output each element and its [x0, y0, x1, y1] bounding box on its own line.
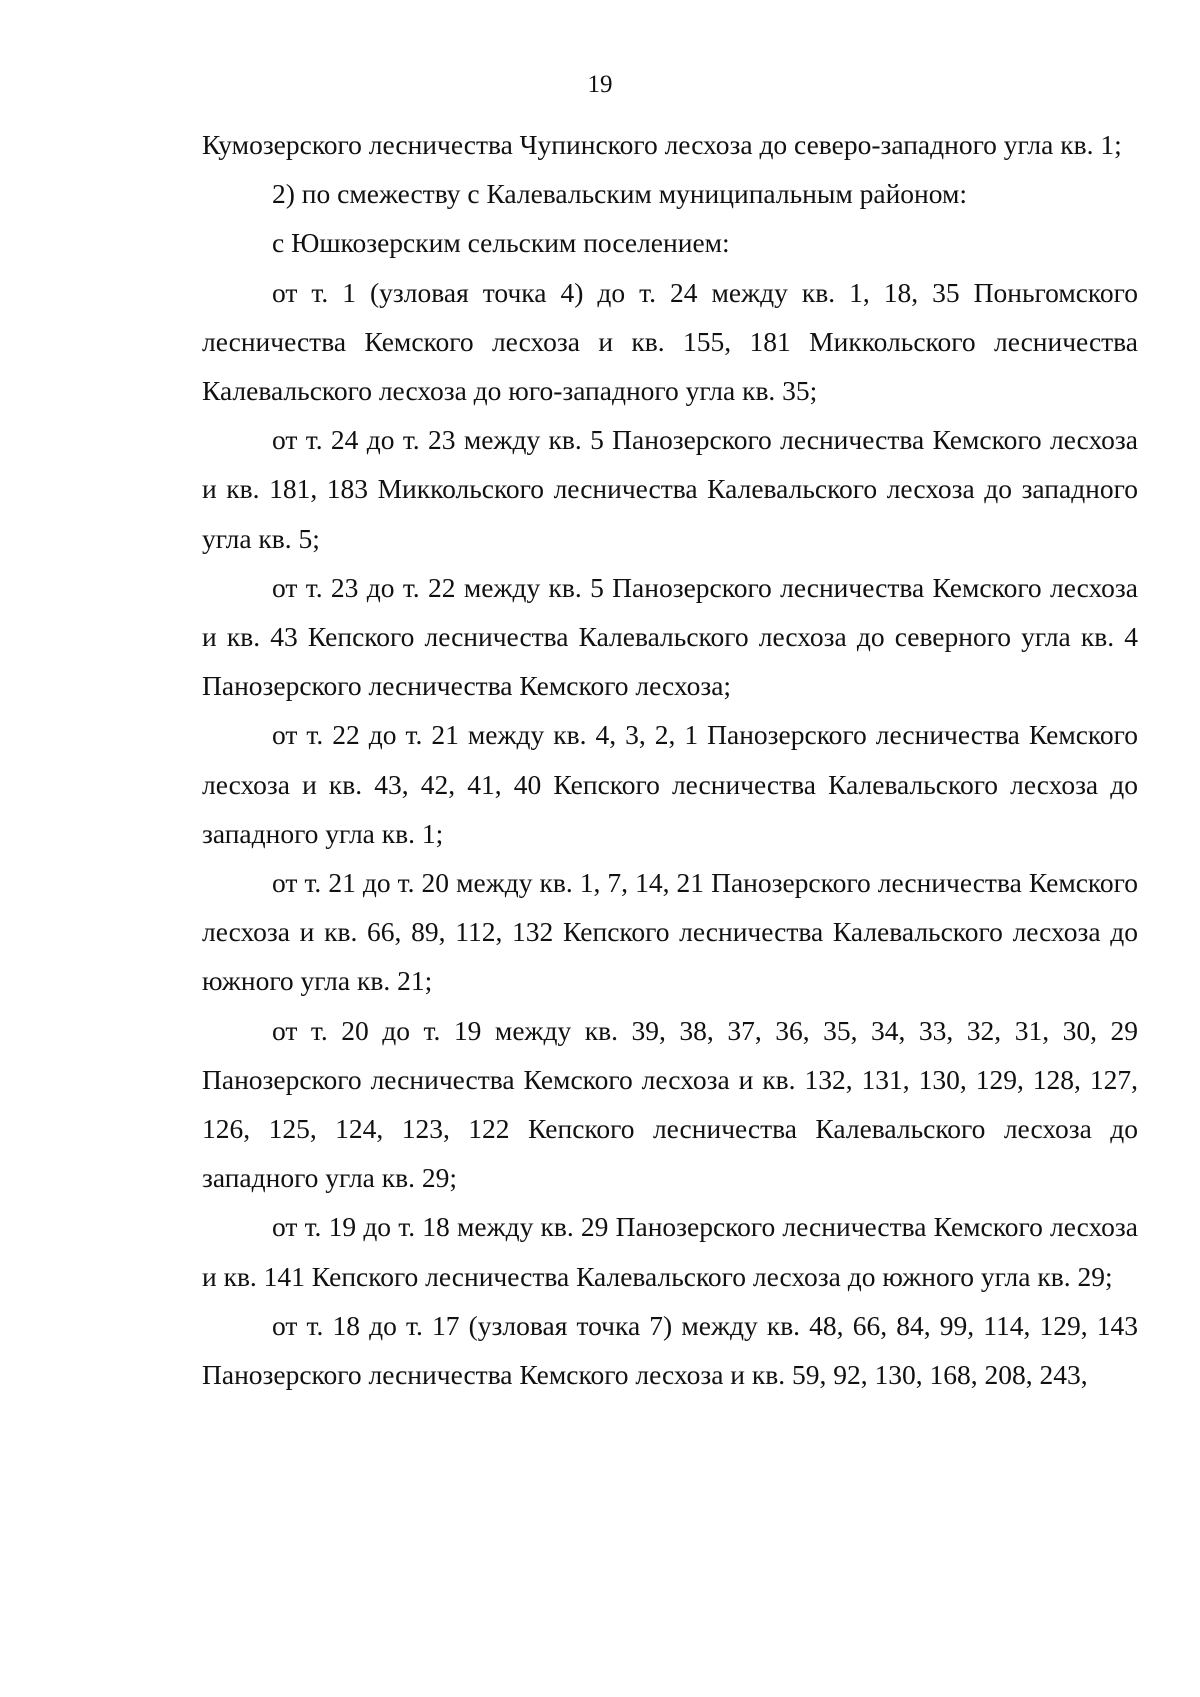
paragraph: от т. 23 до т. 22 между кв. 5 Панозерского лесничества Кемского лесхоза и кв. 43 Кепского лесничества Калевальского лесхоза до северного угла кв. 4 Панозерского лесничества Кемского лесхоза;	[202, 571, 1138, 702]
paragraph: Кумозерского лесничества Чупинского лесхоза до северо-западного угла кв. 1;	[202, 129, 1122, 160]
paragraph: с Юшкозерским сельским поселением:	[272, 227, 730, 259]
paragraph: от т. 22 до т. 21 между кв. 4, 3, 2, 1 Панозерского лесничества Кемского лесхоза и кв. 43, 42, 41, 40 Кепского лесничества Калевальского лесхоза до западного угла кв. 1;	[202, 719, 1138, 849]
document-body	[202, 120, 1138, 1399]
paragraph: 2) по смежеству с Калевальским муниципальным районом:	[272, 178, 968, 210]
paragraph: от т. 21 до т. 20 между кв. 1, 7, 14, 21 Панозерского лесничества Кемского лесхоза и кв. 66, 89, 112, 132 Кепского лесничества Калевальского лесхоза до южного угла кв. 21;	[202, 867, 1138, 997]
page-number: 19	[587, 71, 613, 98]
paragraph: от т. 1 (узловая точка 4) до т. 24 между кв. 1, 18, 35 Поньгомского лесничества Кемского лесхоза и кв. 155, 181 Миккольского лесничества Калевальского лесхоза до юго-западного угла кв. 35;	[202, 276, 1138, 407]
paragraph: от т. 24 до т. 23 между кв. 5 Панозерского лесничества Кемского лесхоза и кв. 181, 183 Миккольского лесничества Калевальского лесхоза до западного угла кв. 5;	[202, 424, 1138, 554]
paragraph: от т. 19 до т. 18 между кв. 29 Панозерского лесничества Кемского лесхоза и кв. 141 Кепского лесничества Калевальского лесхоза до южного угла кв. 29;	[202, 1211, 1138, 1292]
paragraph: от т. 18 до т. 17 (узловая точка 7) между кв. 48, 66, 84, 99, 114, 129, 143 Панозерского лесничества Кемского лесхоза и кв. 59, 92, 130, 168, 208, 243,	[202, 1309, 1138, 1391]
paragraph: от т. 20 до т. 19 между кв. 39, 38, 37, 36, 35, 34, 33, 32, 31, 30, 29 Панозерского лесничества Кемского лесхоза и кв. 132, 131, 130, 129, 128, 127, 126, 125, 124, 123, 122 Кепского лесничества Калевальского лесхоза до западного угла кв. 29;	[202, 1014, 1138, 1194]
